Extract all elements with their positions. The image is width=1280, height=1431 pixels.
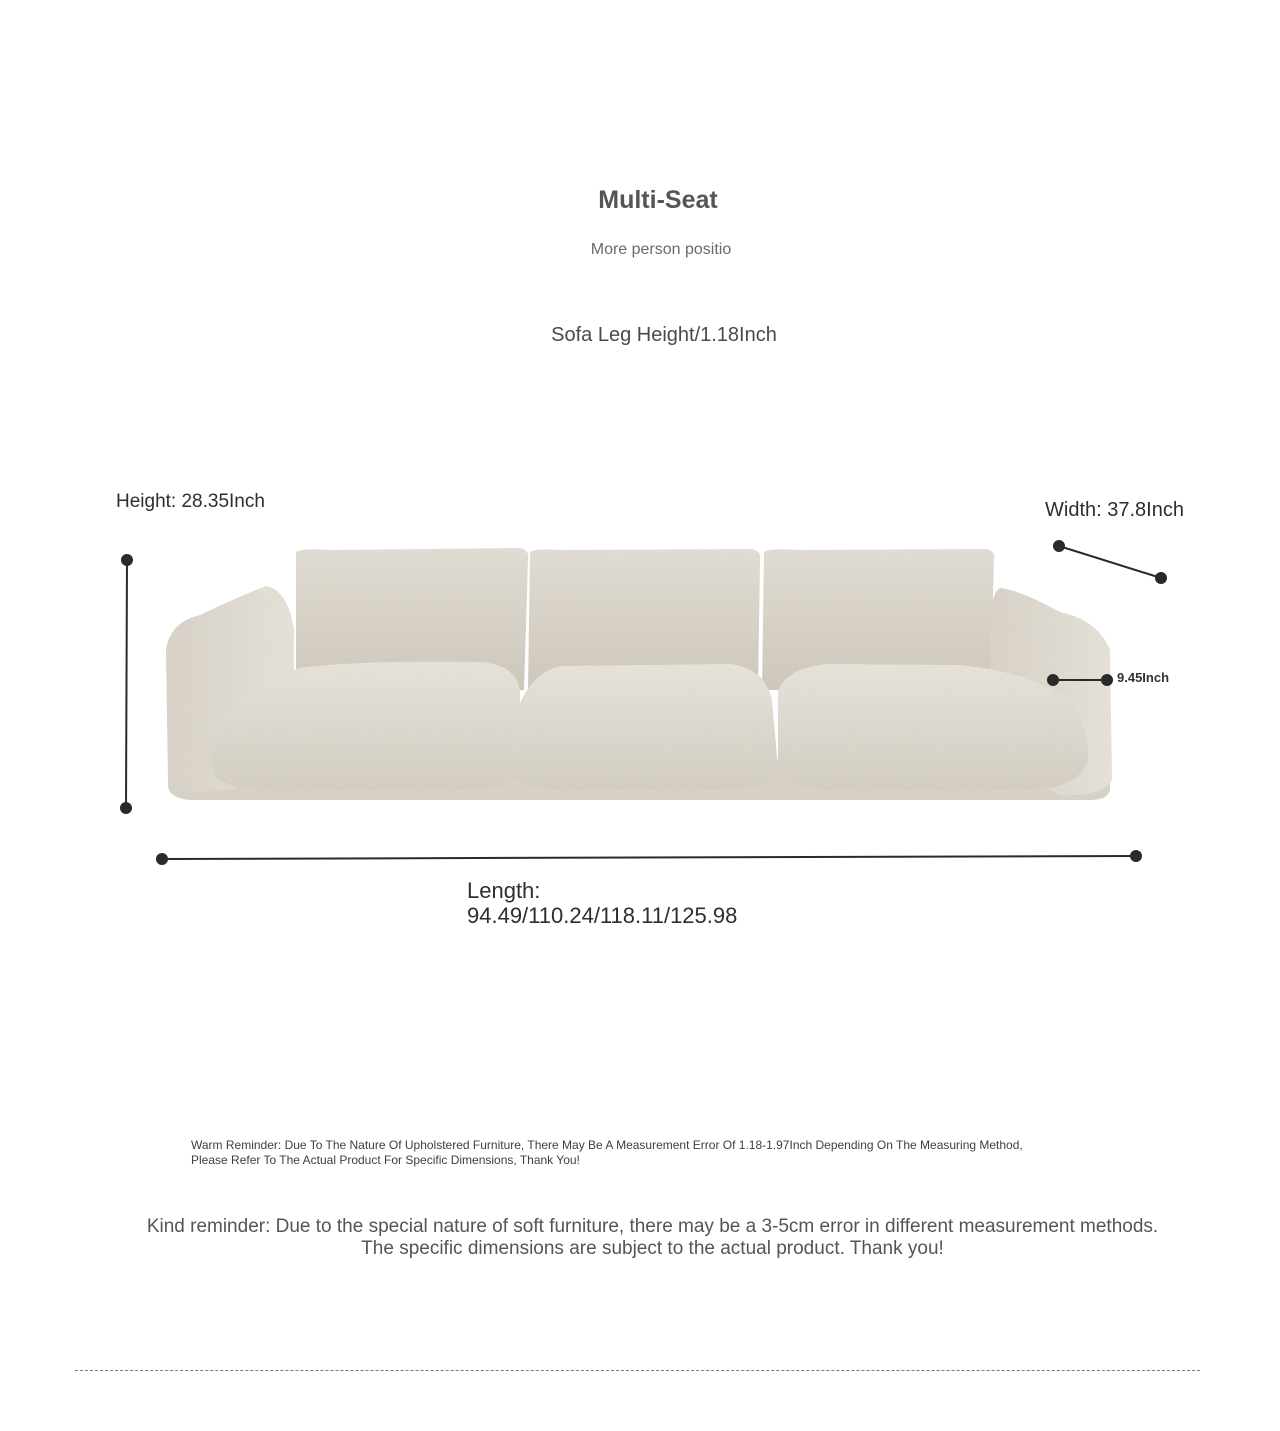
arm-dot-right xyxy=(1102,675,1112,685)
dashed-divider xyxy=(75,1370,1200,1371)
height-line xyxy=(126,560,127,808)
kind-reminder: Kind reminder: Due to the special nature of soft furniture, there may be a 3-5cm error in different measurement methods. The specific dimensions are subject to the actual product. Thank you! xyxy=(146,1216,1159,1259)
width-dot-left xyxy=(1054,541,1064,551)
length-dot-right xyxy=(1131,851,1141,861)
length-line xyxy=(162,856,1136,859)
page-title: Multi-Seat xyxy=(598,186,718,214)
height-label: Height: 28.35Inch xyxy=(116,491,265,512)
arm-width-label: 9.45Inch xyxy=(1117,670,1170,685)
length-dot-left xyxy=(157,854,167,864)
sofa-image xyxy=(166,548,1112,800)
length-label xyxy=(467,878,737,928)
warm-reminder-line-1: Warm Reminder: Due To The Nature Of Upholstered Furniture, There May Be A Measurement Error Of 1.18-1.97Inch Depending On The Measuring Method, xyxy=(191,1138,1023,1152)
length-label-title: Length: xyxy=(467,878,541,903)
width-line xyxy=(1059,546,1161,578)
width-dot-right xyxy=(1156,573,1166,583)
warm-reminder-line-2: Please Refer To The Actual Product For Specific Dimensions, Thank You! xyxy=(191,1153,580,1167)
height-dot-bottom xyxy=(121,803,131,813)
seat-cushion-middle xyxy=(510,664,778,790)
width-label: Width: 37.8Inch xyxy=(1045,499,1184,521)
height-dot-top xyxy=(122,555,132,565)
arm-dot-left xyxy=(1048,675,1058,685)
length-label-values: 94.49/110.24/118.11/125.98 xyxy=(467,903,738,928)
leg-height-label: Sofa Leg Height/1.18Inch xyxy=(551,324,777,346)
warm-reminder xyxy=(191,1138,1111,1168)
page-subtitle: More person positio xyxy=(590,241,732,258)
